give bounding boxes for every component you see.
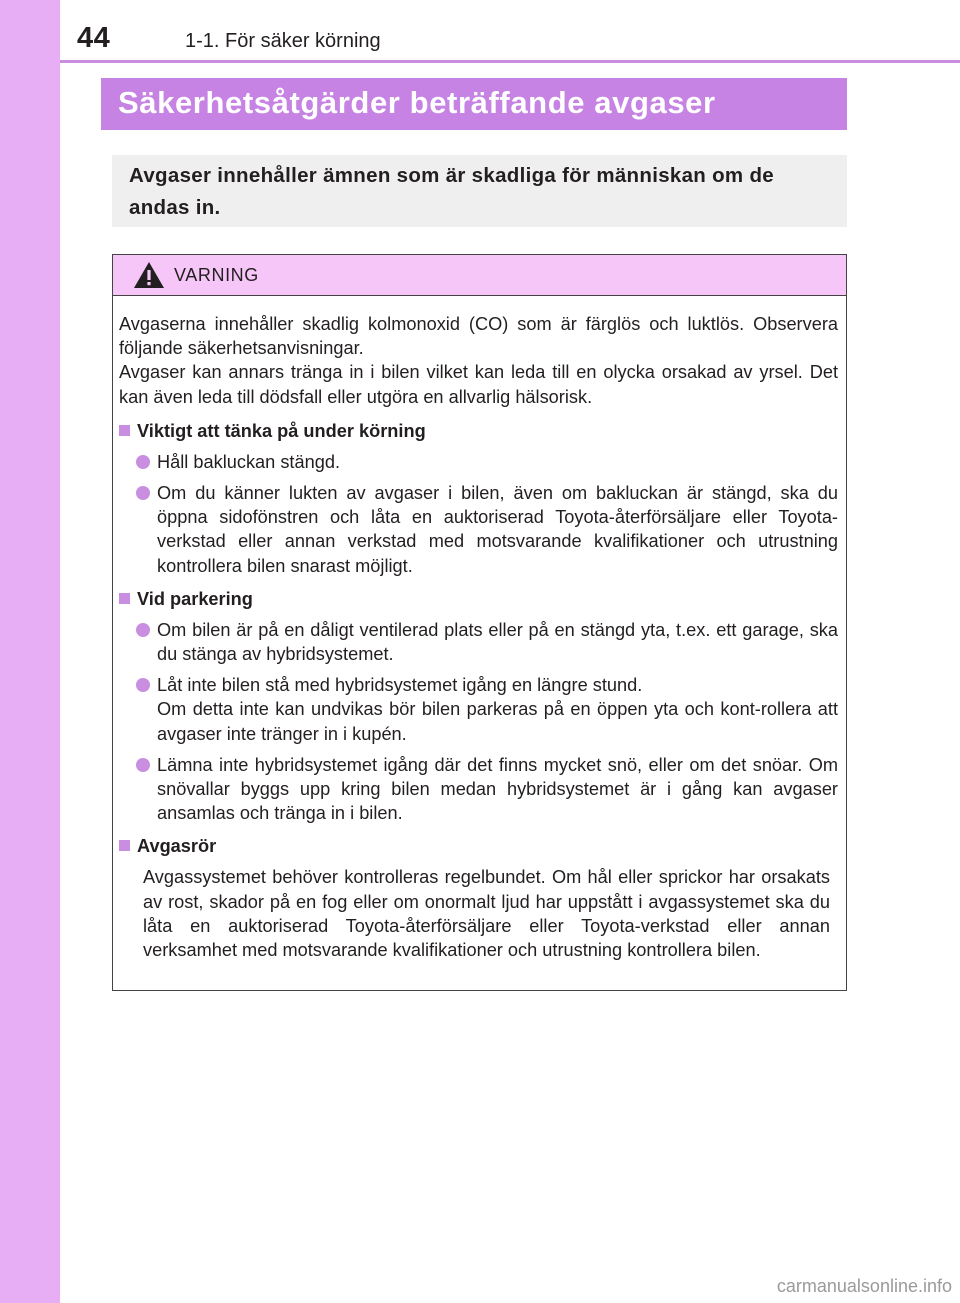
warning-triangle-icon	[133, 261, 165, 289]
list-item-text: Om du känner lukten av avgaser i bilen, även om bakluckan är stängd, ska du öppna sidofönstren och låta en auktoriserad Toyota-återförsäljare eller Toyota-verkstad eller annan verkstad med motsvarande kvalifikationer och utrustning kontrollera bilen snarast möjligt.	[157, 483, 838, 576]
circle-bullet-icon	[136, 455, 150, 469]
list-item-text: Låt inte bilen stå med hybridsystemet igång en längre stund.	[157, 675, 643, 696]
section-heading-text: Avgasrör	[137, 836, 217, 857]
circle-bullet-icon	[136, 678, 150, 692]
summary-line-1: Avgaser innehåller ämnen som är skadliga för människan om de	[129, 164, 774, 187]
list-item-text: Lämna inte hybridsystemet igång där det finns mycket snö, eller om det snöar. Om snövallar byggs upp kring bilen medan hybridsystemet är i gång kan avgaser ansamlas och tränga in i bilen.	[157, 754, 838, 824]
section-heading-exhaust	[119, 834, 838, 858]
square-bullet-icon	[119, 593, 130, 604]
list-item-continuation: Om detta inte kan undvikas bör bilen parkeras på en öppen yta och kont-rollera att avgaser inte tränger in i kupén.	[157, 699, 838, 744]
warning-box	[112, 254, 847, 991]
section-text-exhaust: Avgassystemet behöver kontrolleras regelbundet. Om hål eller sprickor har orsakats av rost, skador på en fog eller om onormalt ljud har uppstått i avgassystemet ska du låta en auktoriserad Toyota-återförsäljare eller Toyota-verkstad eller annan verksamhet med motsvarande kvalifikationer och utrustning kontrollera bilen.	[143, 867, 830, 961]
warning-intro-2: Avgaser kan annars tränga in i bilen vilket kan leda till en olycka orsakad av yrsel. Det kan även leda till dödsfall eller utgöra en allvarlig hälsorisk.	[119, 362, 838, 407]
circle-bullet-icon	[136, 758, 150, 772]
list-item-text: Om bilen är på en dåligt ventilerad plats eller på en stängd yta, t.ex. ett garage, ska du stänga av hybridsystemet.	[157, 619, 838, 665]
page-number: 44	[77, 22, 111, 54]
warning-header	[113, 255, 846, 296]
section-heading-text: Viktigt att tänka på under körning	[137, 420, 426, 441]
section-heading-driving	[119, 419, 838, 443]
section-heading-parking	[119, 587, 838, 611]
warning-intro: Avgaserna innehåller skadlig kolmonoxid (CO) som är färglös och luktlös. Observera följande säkerhetsanvisningar.	[119, 314, 838, 359]
page-title-bar	[101, 78, 847, 130]
circle-bullet-icon	[136, 623, 150, 637]
list-item	[119, 450, 838, 474]
list-item	[119, 618, 838, 666]
side-strip	[0, 0, 60, 1303]
list-item	[119, 753, 838, 826]
warning-body	[113, 296, 846, 962]
square-bullet-icon	[119, 425, 130, 436]
summary-line-2: andas in.	[129, 196, 221, 219]
page-title: Säkerhetsåtgärder beträffande avgaser	[118, 85, 716, 120]
square-bullet-icon	[119, 840, 130, 851]
warning-label: VARNING	[174, 265, 259, 285]
list-item	[119, 673, 838, 746]
section-heading-text: Vid parkering	[137, 588, 253, 609]
circle-bullet-icon	[136, 486, 150, 500]
breadcrumb: 1-1. För säker körning	[185, 30, 381, 52]
summary-box	[112, 155, 847, 227]
header-rule	[60, 60, 960, 63]
list-item	[119, 481, 838, 578]
list-item-text: Håll bakluckan stängd.	[157, 451, 340, 472]
footer-watermark: carmanualsonline.info	[776, 1276, 952, 1296]
